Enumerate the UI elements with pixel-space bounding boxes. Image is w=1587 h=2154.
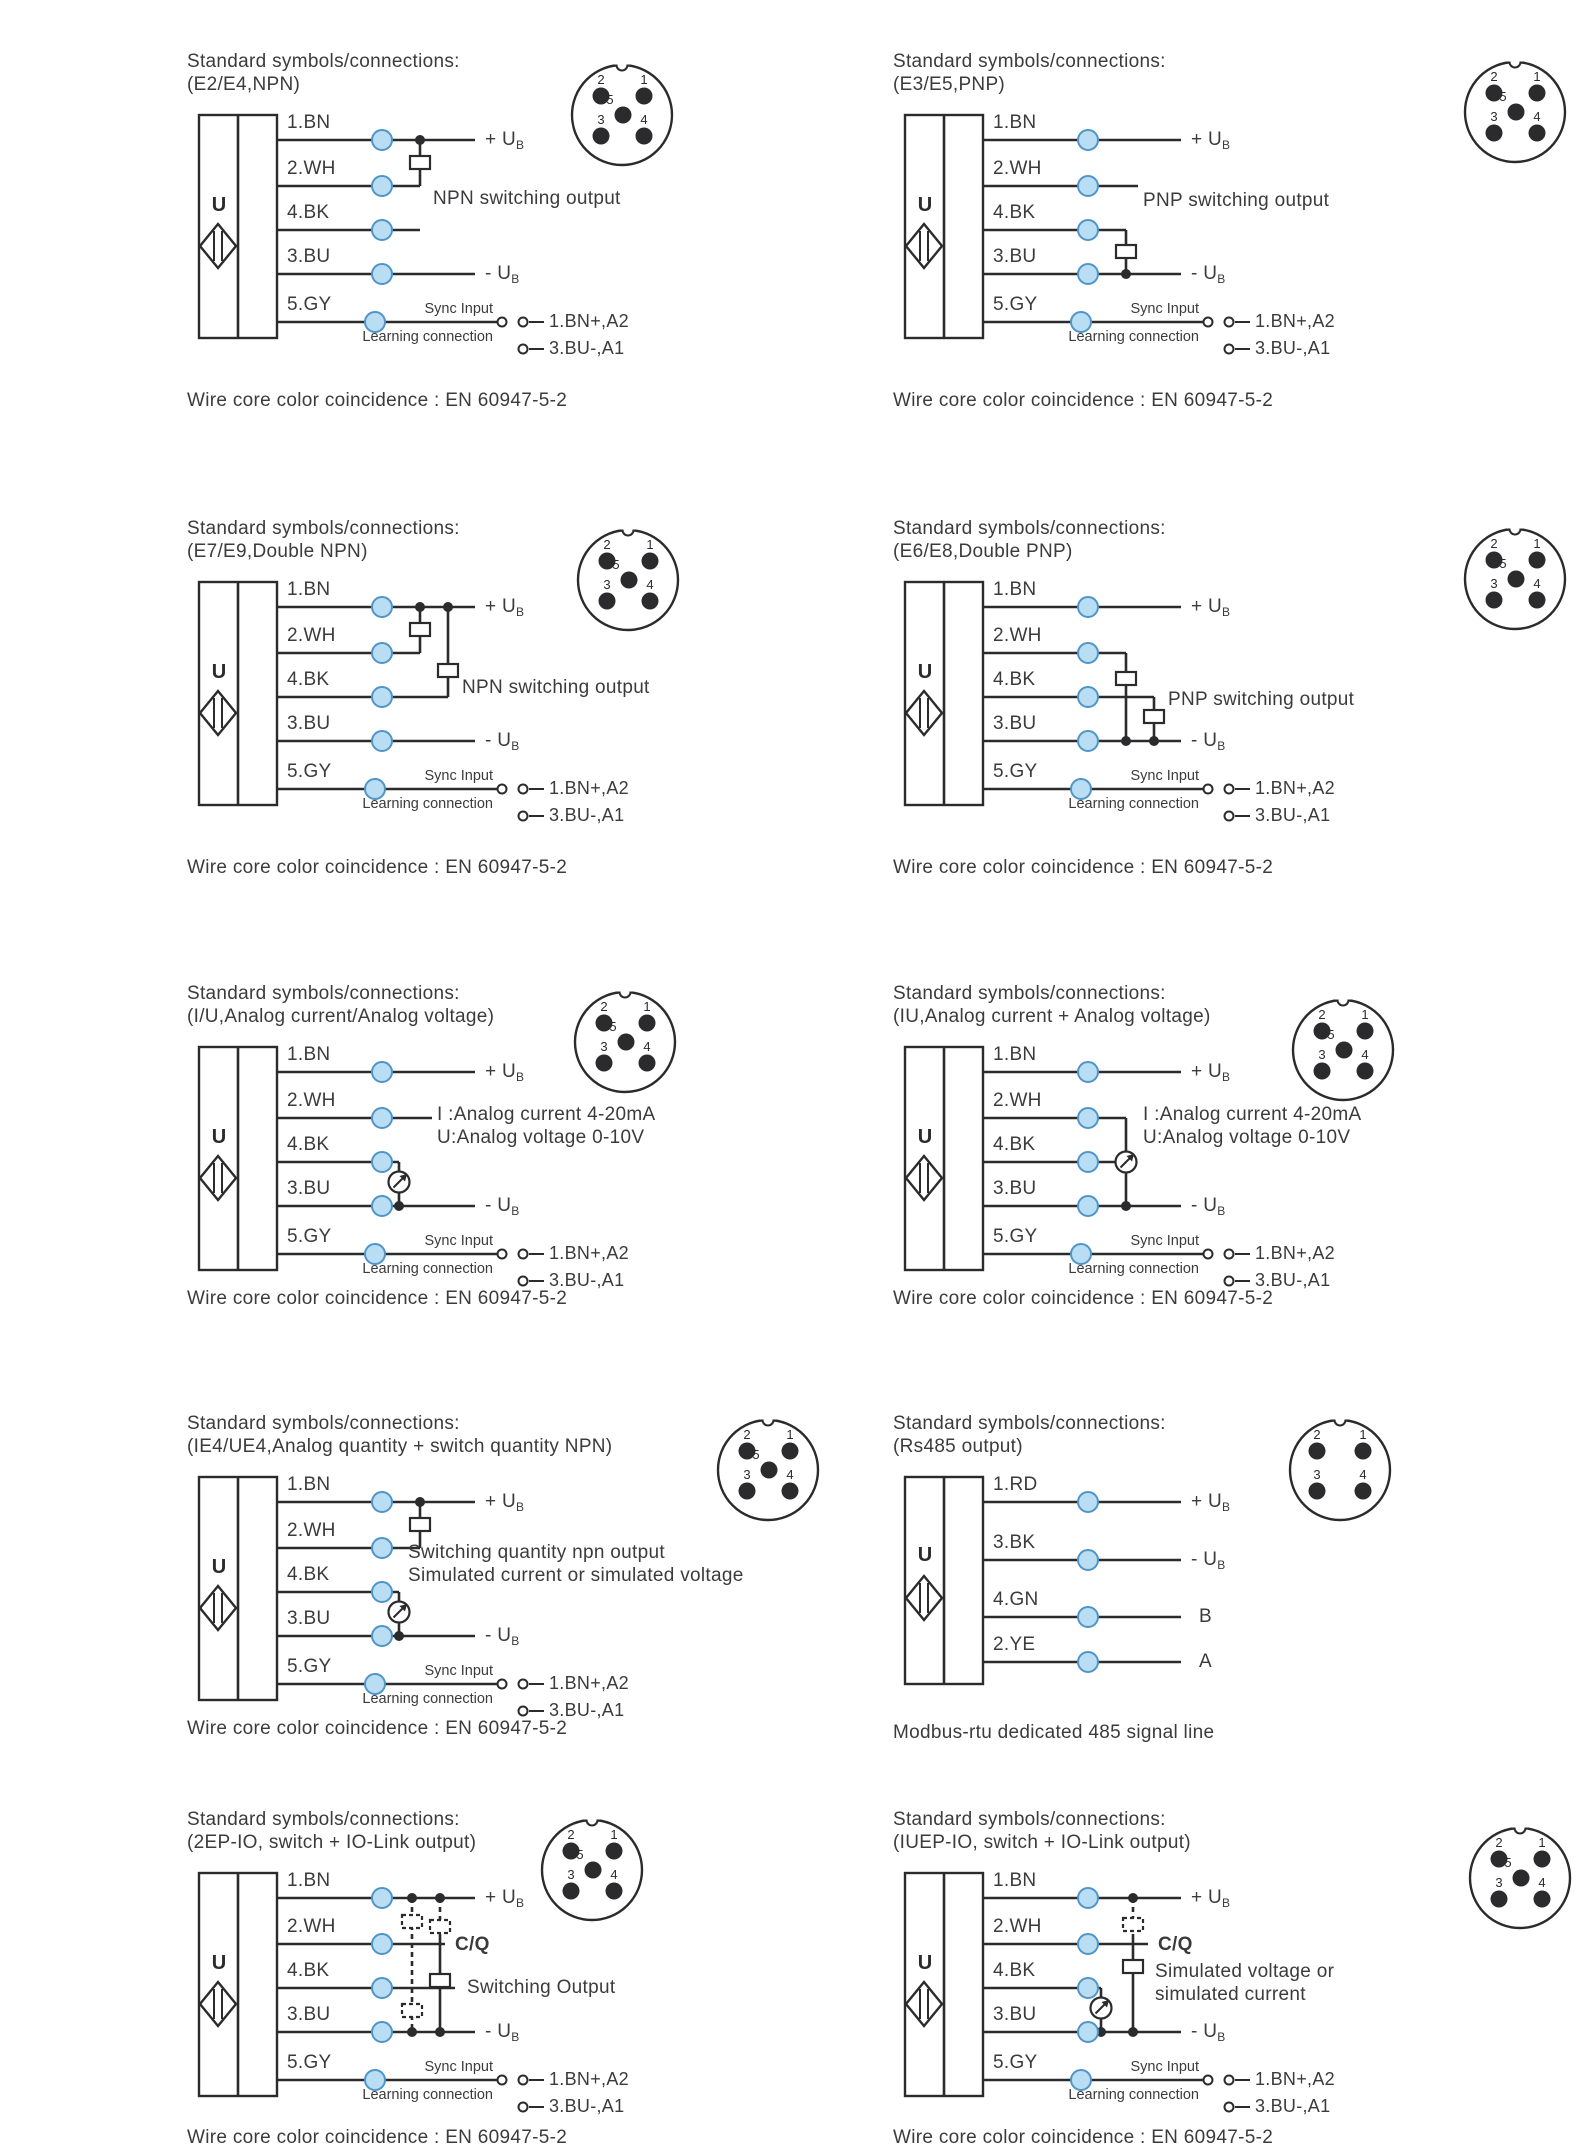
output-type-label: PNP switching output	[1168, 689, 1355, 710]
learning-connection-label: Learning connection	[362, 2087, 493, 2103]
wire-label: 4.BK	[993, 202, 1036, 223]
legend-plus: 1.BN+,A2	[549, 2069, 629, 2089]
wire-core-note: Wire core color coincidence : EN 60947-5-2	[187, 1288, 568, 1309]
variant-label: (E3/E5,PNP)	[893, 74, 1006, 95]
wire-label: 1.RD	[993, 1474, 1038, 1495]
sensor-u-label: U	[917, 1952, 933, 1974]
sensor-u-label: U	[917, 1126, 933, 1148]
wire-core-note: Wire core color coincidence : EN 60947-5-2	[893, 2127, 1274, 2148]
diagram-2ep-io-switch-iolink	[187, 1808, 887, 2154]
sync-input-label: Sync Input	[1130, 2059, 1199, 2075]
pin-number: 1	[643, 999, 651, 1014]
learning-connection-label: Learning connection	[362, 796, 493, 812]
wire-label: 3.BK	[993, 1532, 1036, 1553]
load-resistor-dashed	[430, 1920, 450, 1933]
pin-number: 4	[1533, 109, 1541, 124]
learning-connection-label: Learning connection	[1068, 1261, 1199, 1277]
subscript-b: B	[1222, 605, 1231, 619]
section-heading: Standard symbols/connections:	[187, 1809, 460, 1830]
connector-pin-labels	[1465, 1823, 1575, 1933]
sensor-symbol	[200, 1156, 236, 1200]
pin-number: 4	[786, 1467, 794, 1482]
minus-ub-label: - $U_B$	[485, 2021, 520, 2044]
wire-label: 1.BN	[993, 579, 1037, 600]
variant-label: (E6/E8,Double PNP)	[893, 541, 1073, 562]
subscript-b: B	[511, 1634, 520, 1648]
sensor-symbol	[200, 691, 236, 735]
wire-label: 2.WH	[287, 1090, 336, 1111]
minus-ub-label: - $U_B$	[1191, 2021, 1226, 2044]
pin-number: 1	[610, 1827, 618, 1842]
output-type-label: U:Analog voltage 0-10V	[437, 1127, 645, 1148]
sensor-box	[905, 1047, 983, 1270]
output-type-label: Switching Output	[467, 1977, 616, 1998]
legend-plus: 1.BN+,A2	[1255, 778, 1335, 798]
pin-number: 4	[643, 1039, 651, 1054]
output-type-label: simulated current	[1155, 1984, 1306, 2005]
legend-minus: 3.BU-,A1	[549, 2096, 625, 2116]
learning-connection-label: Learning connection	[362, 329, 493, 345]
sensor-box	[199, 582, 277, 805]
connector-pin-labels	[1460, 57, 1570, 167]
pin-number: 5	[1499, 89, 1507, 104]
wire-label: 3.BU	[287, 713, 331, 734]
sensor-box	[905, 1873, 983, 2096]
diagram-iu-analog-current-plus-voltage	[893, 982, 1587, 1354]
sensor-box	[199, 115, 277, 338]
pin-number: 4	[1533, 576, 1541, 591]
subscript-b: B	[1222, 1896, 1231, 1910]
learning-connection-label: Learning connection	[362, 1691, 493, 1707]
minus-ub-label: - $U_B$	[1191, 1549, 1226, 1572]
wire-core-note: Wire core color coincidence : EN 60947-5-2	[187, 2127, 568, 2148]
plus-ub-label: + $U_B$	[1191, 129, 1231, 152]
wire-label: 3.BU	[287, 2004, 331, 2025]
connector-pin-labels	[567, 60, 677, 170]
sensor-symbol	[200, 1982, 236, 2026]
pin-number: 2	[567, 1827, 575, 1842]
legend-minus: 3.BU-,A1	[549, 805, 625, 825]
diagram-e2-e4-npn	[187, 50, 887, 422]
diagram-e3-e5-pnp	[893, 50, 1587, 422]
wire-label: 4.GN	[993, 1589, 1039, 1610]
load-resistor-dashed	[1123, 1918, 1143, 1931]
connector-pin-labels	[537, 1815, 647, 1925]
diagram-ie4-ue4-analog-plus-switch-npn	[187, 1412, 887, 1784]
wire-label: 3.BU	[993, 2004, 1037, 2025]
subscript-b: B	[1222, 1070, 1231, 1084]
pin-number: 1	[1533, 69, 1541, 84]
load-resistor	[430, 1974, 450, 1987]
legend-plus: 1.BN+,A2	[1255, 311, 1335, 331]
pin-number: 5	[1499, 556, 1507, 571]
load-resistor	[1123, 1960, 1143, 1973]
subscript-b: B	[1217, 272, 1226, 286]
legend-minus: 3.BU-,A1	[1255, 2096, 1331, 2116]
pin-number: 3	[1495, 1875, 1503, 1890]
subscript-b: B	[511, 1204, 520, 1218]
variant-label: (IUEP-IO, switch + IO-Link output)	[893, 1832, 1191, 1853]
diagram-rs485-output	[893, 1412, 1587, 1784]
pin-number: 2	[1313, 1427, 1321, 1442]
pin-number: 1	[1533, 536, 1541, 551]
load-resistor	[438, 664, 458, 677]
variant-label: (I/U,Analog current/Analog voltage)	[187, 1006, 495, 1027]
cq-label: C/Q	[1158, 1934, 1193, 1955]
wire-core-note: Wire core color coincidence : EN 60947-5-2	[893, 390, 1274, 411]
sensor-symbol	[200, 224, 236, 268]
pin-number: 4	[640, 112, 648, 127]
subscript-b: B	[511, 739, 520, 753]
wire-label: 2.YE	[993, 1634, 1036, 1655]
wire-label: 2.WH	[287, 1520, 336, 1541]
modbus-note: Modbus-rtu dedicated 485 signal line	[893, 1722, 1215, 1743]
pin-number: 1	[646, 537, 654, 552]
minus-ub-label: - $U_B$	[1191, 1195, 1226, 1218]
wire-label: 1.BN	[287, 1474, 331, 1495]
pin-number: 2	[743, 1427, 751, 1442]
wire-core-note: Wire core color coincidence : EN 60947-5-2	[893, 857, 1274, 878]
section-heading: Standard symbols/connections:	[187, 518, 460, 539]
pin-number: 4	[610, 1867, 618, 1882]
meter-icon	[1116, 1152, 1137, 1173]
pin-number: 1	[786, 1427, 794, 1442]
plus-ub-label: + $U_B$	[1191, 1491, 1231, 1514]
meter-icon	[389, 1602, 410, 1623]
output-type-label: Switching quantity npn output	[408, 1542, 665, 1563]
wire-label: 1.BN	[993, 1870, 1037, 1891]
pin-number: 5	[752, 1447, 760, 1462]
output-type-label: I :Analog current 4-20mA	[437, 1104, 656, 1125]
pin-number: 2	[1490, 536, 1498, 551]
sensor-box	[199, 1047, 277, 1270]
sensor-box	[199, 1873, 277, 2096]
wire-core-note: Wire core color coincidence : EN 60947-5-2	[893, 1288, 1274, 1309]
sensor-symbol	[200, 1586, 236, 1630]
wire-label: 5.GY	[287, 1656, 332, 1677]
section-heading: Standard symbols/connections:	[893, 518, 1166, 539]
rs485-a-label: A	[1199, 1651, 1212, 1672]
plus-ub-label: + $U_B$	[1191, 596, 1231, 619]
wire-label: 5.GY	[287, 294, 332, 315]
wire-core-note: Wire core color coincidence : EN 60947-5-2	[187, 1718, 568, 1739]
variant-label: (E7/E9,Double NPN)	[187, 541, 368, 562]
diagram-iuep-io-switch-iolink	[893, 1808, 1587, 2154]
wire-label: 5.GY	[993, 761, 1038, 782]
legend-plus: 1.BN+,A2	[549, 1243, 629, 1263]
pin-number: 4	[646, 577, 654, 592]
legend-plus: 1.BN+,A2	[549, 311, 629, 331]
wiring-diagram	[187, 517, 887, 889]
pin-number: 3	[1490, 576, 1498, 591]
variant-label: (IU,Analog current + Analog voltage)	[893, 1006, 1211, 1027]
wire-label: 1.BN	[287, 1044, 331, 1065]
legend-minus: 3.BU-,A1	[1255, 1270, 1331, 1290]
wire-label: 4.BK	[287, 1564, 330, 1585]
output-type-label: Simulated voltage or	[1155, 1961, 1335, 1982]
learning-connection-label: Learning connection	[362, 1261, 493, 1277]
output-type-label: Simulated current or simulated voltage	[408, 1565, 744, 1586]
plus-ub-label: + $U_B$	[485, 1887, 525, 1910]
wire-core-note: Wire core color coincidence : EN 60947-5-2	[187, 857, 568, 878]
sync-input-label: Sync Input	[1130, 1233, 1199, 1249]
sync-input-label: Sync Input	[424, 301, 493, 317]
sensor-u-label: U	[917, 661, 933, 683]
pin-number: 1	[640, 72, 648, 87]
learning-connection-label: Learning connection	[1068, 796, 1199, 812]
plus-ub-label: + $U_B$	[485, 1491, 525, 1514]
legend-plus: 1.BN+,A2	[1255, 2069, 1335, 2089]
subscript-b: B	[1217, 739, 1226, 753]
diagram-e6-e8-double-pnp	[893, 517, 1587, 889]
wire-label: 1.BN	[287, 112, 331, 133]
plus-ub-label: + $U_B$	[485, 1061, 525, 1084]
pin-number: 2	[600, 999, 608, 1014]
pin-number: 1	[1359, 1427, 1367, 1442]
wire-label: 1.BN	[287, 1870, 331, 1891]
load-resistor	[410, 156, 430, 169]
pin-number: 4	[1359, 1467, 1367, 1482]
wire-label: 4.BK	[993, 669, 1036, 690]
sensor-box	[199, 1477, 277, 1700]
section-heading: Standard symbols/connections:	[187, 51, 460, 72]
wire-label: 2.WH	[993, 1090, 1042, 1111]
wire-label: 5.GY	[287, 2052, 332, 2073]
wire-label: 5.GY	[993, 2052, 1038, 2073]
wire-label: 3.BU	[287, 1608, 331, 1629]
wire-label: 1.BN	[287, 579, 331, 600]
load-resistor	[1144, 710, 1164, 723]
minus-ub-label: - $U_B$	[485, 730, 520, 753]
subscript-b: B	[1222, 1500, 1231, 1514]
sync-input-label: Sync Input	[1130, 301, 1199, 317]
sensor-u-label: U	[917, 194, 933, 216]
pin-number: 5	[1504, 1855, 1512, 1870]
sensor-u-label: U	[917, 1544, 933, 1566]
sensor-symbol	[906, 224, 942, 268]
pin-number: 1	[1361, 1007, 1369, 1022]
pin-number: 1	[1538, 1835, 1546, 1850]
legend-plus: 1.BN+,A2	[549, 778, 629, 798]
wire-label: 2.WH	[287, 1916, 336, 1937]
pin-number: 3	[743, 1467, 751, 1482]
cq-label: C/Q	[455, 1934, 490, 1955]
subscript-b: B	[1217, 2030, 1226, 2044]
sensor-symbol	[906, 691, 942, 735]
legend-minus: 3.BU-,A1	[1255, 805, 1331, 825]
plus-ub-label: + $U_B$	[485, 129, 525, 152]
section-heading: Standard symbols/connections:	[893, 1413, 1166, 1434]
subscript-b: B	[511, 272, 520, 286]
sensor-u-label: U	[211, 1952, 227, 1974]
connector-pin-labels	[1285, 1415, 1395, 1525]
sensor-symbol	[906, 1982, 942, 2026]
pin-number: 2	[603, 537, 611, 552]
section-heading: Standard symbols/connections:	[893, 1809, 1166, 1830]
pin-number: 3	[1318, 1047, 1326, 1062]
output-type-label: PNP switching output	[1143, 190, 1330, 211]
legend-minus: 3.BU-,A1	[549, 1270, 625, 1290]
wire-label: 3.BU	[993, 713, 1037, 734]
load-resistor	[410, 1518, 430, 1531]
wire-label: 3.BU	[287, 1178, 331, 1199]
wire-label: 5.GY	[287, 1226, 332, 1247]
wire-label: 4.BK	[993, 1960, 1036, 1981]
connector-pin-labels	[713, 1415, 823, 1525]
wire-label: 3.BU	[993, 246, 1037, 267]
wire-label: 3.BU	[287, 246, 331, 267]
wire-label: 4.BK	[287, 1960, 330, 1981]
wire-label: 1.BN	[993, 1044, 1037, 1065]
connector-pin-labels	[570, 987, 680, 1097]
pin-number: 3	[567, 1867, 575, 1882]
plus-ub-label: + $U_B$	[1191, 1061, 1231, 1084]
sync-input-label: Sync Input	[424, 768, 493, 784]
pin-number: 5	[576, 1847, 584, 1862]
minus-ub-label: - $U_B$	[485, 263, 520, 286]
subscript-b: B	[516, 1896, 525, 1910]
load-resistor	[1116, 245, 1136, 258]
sync-input-label: Sync Input	[424, 1233, 493, 1249]
load-resistor	[1116, 672, 1136, 685]
sensor-box	[905, 582, 983, 805]
wire-label: 5.GY	[993, 294, 1038, 315]
connector-pin-labels	[573, 525, 683, 635]
pin-number: 3	[603, 577, 611, 592]
section-heading: Standard symbols/connections:	[893, 51, 1166, 72]
output-type-label: U:Analog voltage 0-10V	[1143, 1127, 1351, 1148]
wire-label: 3.BU	[993, 1178, 1037, 1199]
variant-label: (IE4/UE4,Analog quantity + switch quantity NPN)	[187, 1436, 613, 1457]
wire-label: 4.BK	[287, 669, 330, 690]
connector-pin-labels	[1460, 524, 1570, 634]
load-resistor-dashed	[402, 2004, 422, 2017]
diagram-iu-analog-current-voltage	[187, 982, 887, 1354]
sensor-symbol	[906, 1156, 942, 1200]
connector-pin-labels	[1288, 995, 1398, 1105]
wire-label: 5.GY	[993, 1226, 1038, 1247]
wiring-diagram	[187, 50, 887, 422]
sensor-u-label: U	[211, 1556, 227, 1578]
legend-minus: 3.BU-,A1	[549, 338, 625, 358]
variant-label: (Rs485 output)	[893, 1436, 1023, 1457]
pin-number: 3	[597, 112, 605, 127]
sensor-u-label: U	[211, 1126, 227, 1148]
wire-label: 4.BK	[287, 202, 330, 223]
minus-ub-label: - $U_B$	[485, 1195, 520, 1218]
minus-ub-label: - $U_B$	[485, 1625, 520, 1648]
subscript-b: B	[516, 605, 525, 619]
meter-icon	[1091, 1998, 1112, 2019]
section-heading: Standard symbols/connections:	[187, 983, 460, 1004]
pin-number: 3	[1313, 1467, 1321, 1482]
rs485-b-label: B	[1199, 1606, 1212, 1627]
pin-number: 2	[1495, 1835, 1503, 1850]
pin-number: 3	[600, 1039, 608, 1054]
load-resistor-dashed	[402, 1915, 422, 1928]
pin-number: 2	[1318, 1007, 1326, 1022]
pin-number: 5	[1327, 1027, 1335, 1042]
variant-label: (E2/E4,NPN)	[187, 74, 301, 95]
output-type-label: NPN switching output	[433, 188, 621, 209]
subscript-b: B	[516, 1500, 525, 1514]
sensor-u-label: U	[211, 194, 227, 216]
sensor-box	[905, 1477, 983, 1684]
wire-label: 2.WH	[993, 158, 1042, 179]
wire-label: 4.BK	[287, 1134, 330, 1155]
pin-number: 5	[606, 92, 614, 107]
wire-label: 2.WH	[993, 1916, 1042, 1937]
pin-number: 4	[1361, 1047, 1369, 1062]
learning-connection-label: Learning connection	[1068, 329, 1199, 345]
minus-ub-label: - $U_B$	[1191, 730, 1226, 753]
pin-number: 2	[597, 72, 605, 87]
load-resistor	[410, 623, 430, 636]
sensor-box	[905, 115, 983, 338]
subscript-b: B	[1222, 138, 1231, 152]
pin-number: 2	[1490, 69, 1498, 84]
plus-ub-label: + $U_B$	[1191, 1887, 1231, 1910]
plus-ub-label: + $U_B$	[485, 596, 525, 619]
section-heading: Standard symbols/connections:	[187, 1413, 460, 1434]
wire-label: 2.WH	[993, 625, 1042, 646]
legend-plus: 1.BN+,A2	[1255, 1243, 1335, 1263]
pin-number: 4	[1538, 1875, 1546, 1890]
legend-plus: 1.BN+,A2	[549, 1673, 629, 1693]
subscript-b: B	[1217, 1204, 1226, 1218]
sensor-symbol	[906, 1576, 942, 1620]
legend-minus: 3.BU-,A1	[549, 1700, 625, 1720]
pin-number: 5	[612, 557, 620, 572]
legend-minus: 3.BU-,A1	[1255, 338, 1331, 358]
sync-input-label: Sync Input	[424, 1663, 493, 1679]
subscript-b: B	[1217, 1558, 1226, 1572]
pin-number: 3	[1490, 109, 1498, 124]
wire-label: 4.BK	[993, 1134, 1036, 1155]
output-type-label: NPN switching output	[462, 677, 650, 698]
wire-label: 2.WH	[287, 625, 336, 646]
subscript-b: B	[516, 1070, 525, 1084]
section-heading: Standard symbols/connections:	[893, 983, 1166, 1004]
sync-input-label: Sync Input	[424, 2059, 493, 2075]
diagram-e7-e9-double-npn	[187, 517, 887, 889]
minus-ub-label: - $U_B$	[1191, 263, 1226, 286]
output-type-label: I :Analog current 4-20mA	[1143, 1104, 1362, 1125]
meter-icon	[389, 1172, 410, 1193]
subscript-b: B	[511, 2030, 520, 2044]
sync-input-label: Sync Input	[1130, 768, 1199, 784]
wire-label: 5.GY	[287, 761, 332, 782]
wire-label: 2.WH	[287, 158, 336, 179]
wire-label: 1.BN	[993, 112, 1037, 133]
sensor-u-label: U	[211, 661, 227, 683]
learning-connection-label: Learning connection	[1068, 2087, 1199, 2103]
variant-label: (2EP-IO, switch + IO-Link output)	[187, 1832, 477, 1853]
subscript-b: B	[516, 138, 525, 152]
pin-number: 5	[609, 1019, 617, 1034]
wire-core-note: Wire core color coincidence : EN 60947-5-2	[187, 390, 568, 411]
